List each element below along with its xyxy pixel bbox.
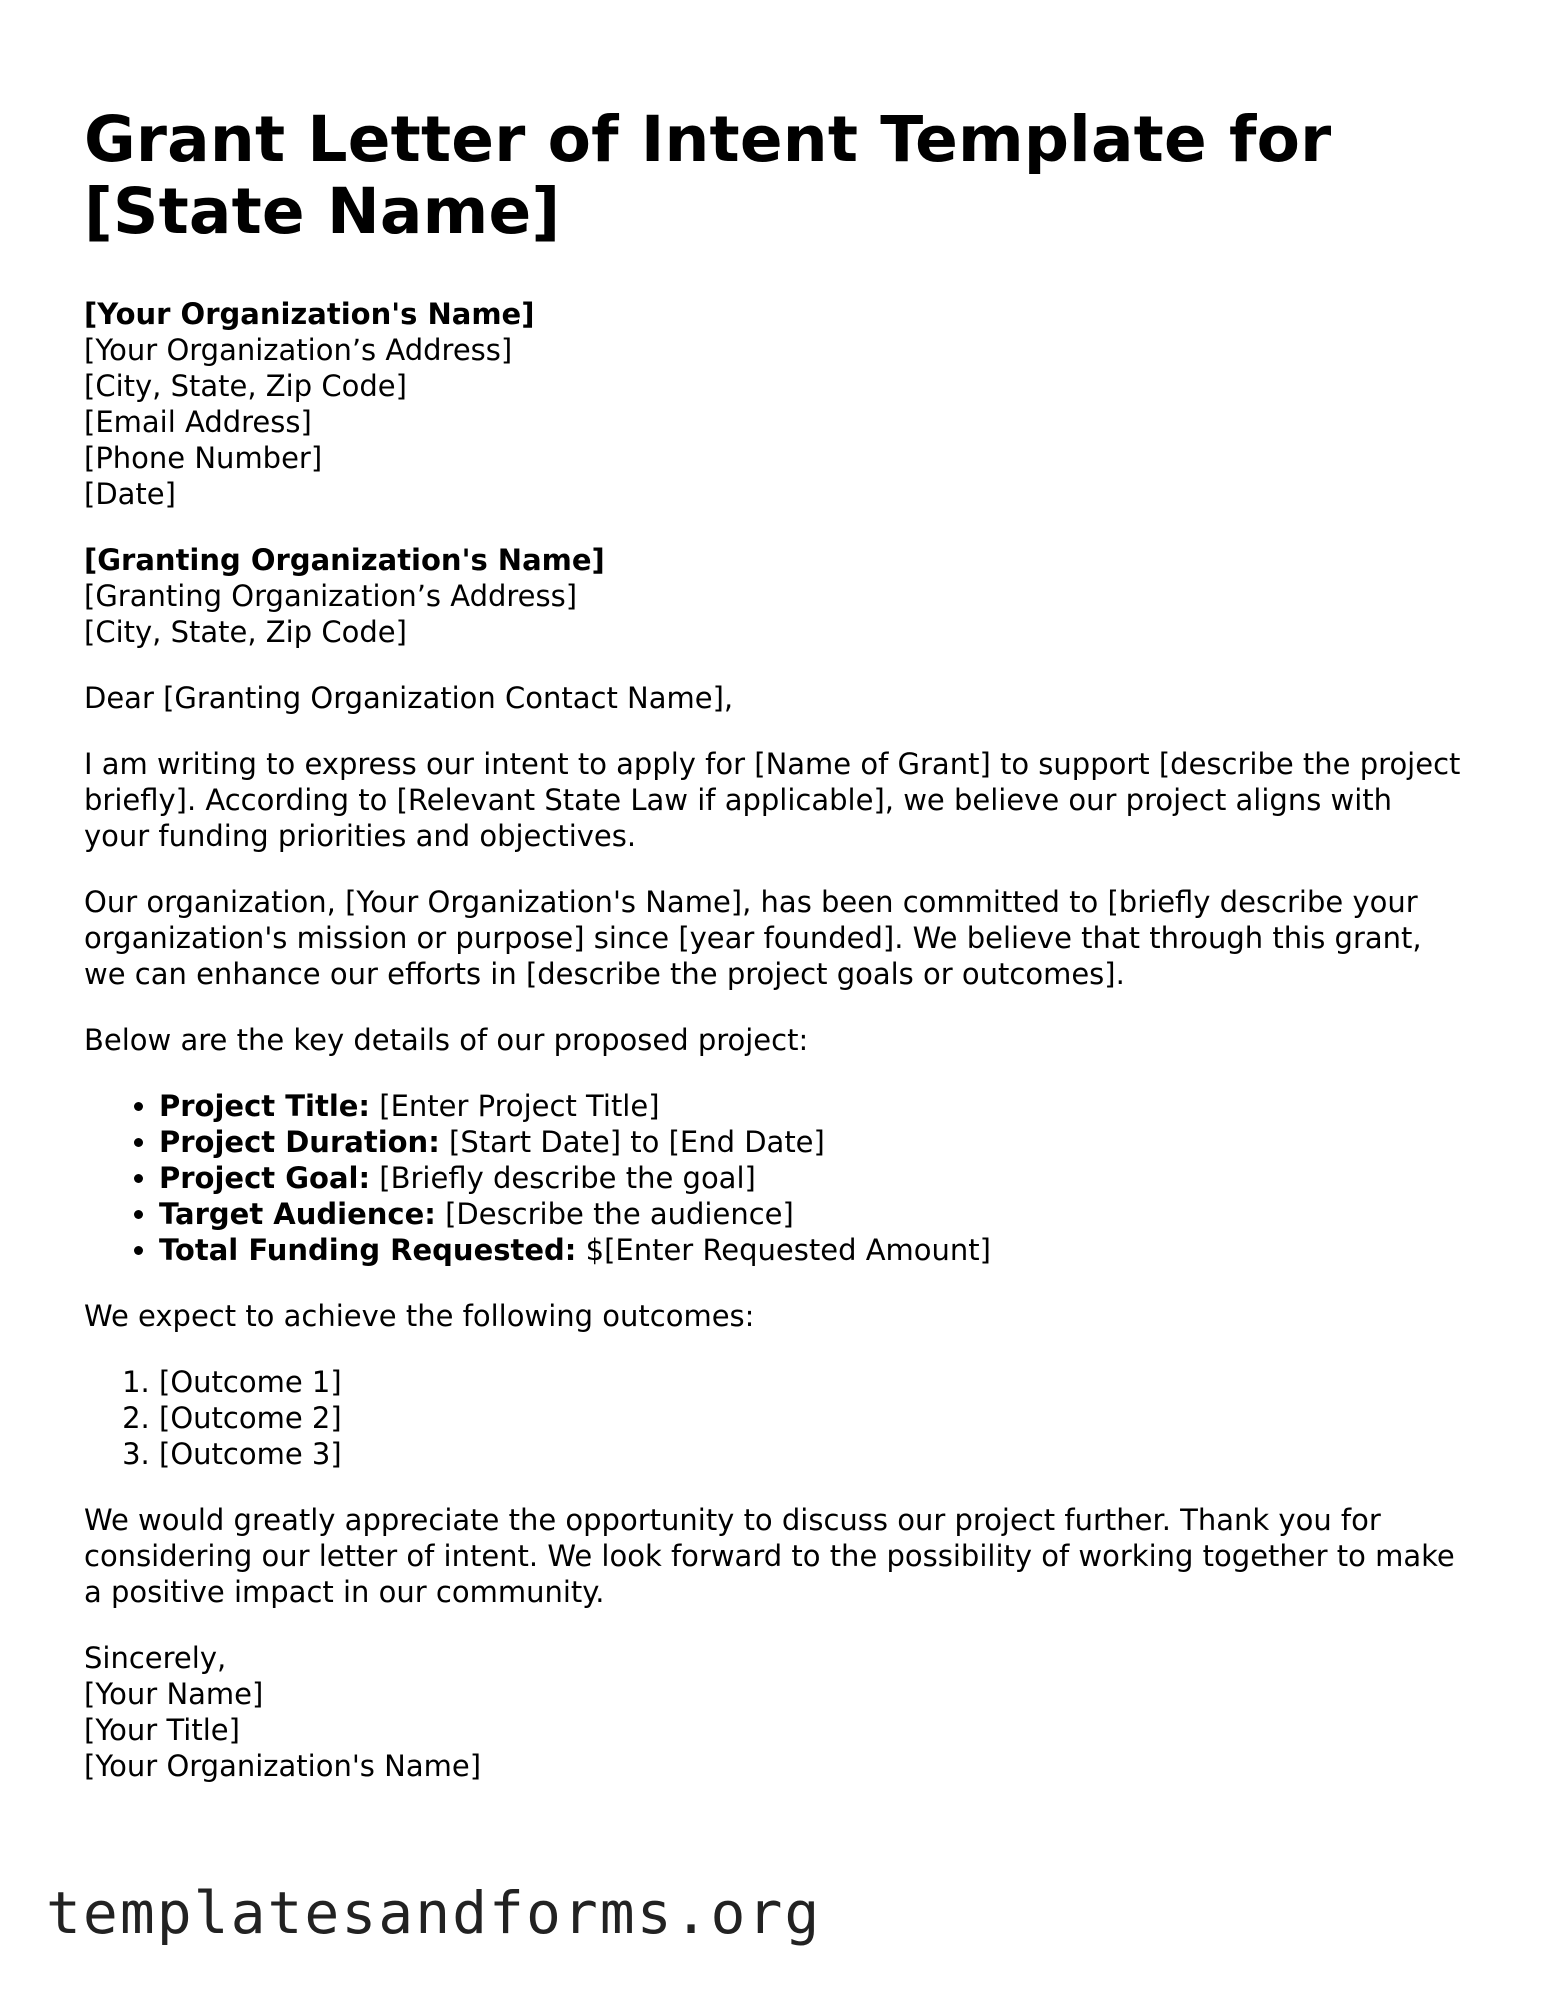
list-item [159, 1160, 1464, 1196]
detail-value: [Briefly describe the goal] [370, 1161, 756, 1195]
details-intro: Below are the key details of our proposed project: [84, 1023, 809, 1057]
outcomes-list [84, 1364, 1464, 1472]
sender-email: [Email Address] [84, 405, 312, 439]
letter-date: [Date] [84, 477, 176, 511]
signature-name: [Your Name] [84, 1677, 264, 1711]
recipient-address: [Granting Organization’s Address] [84, 579, 578, 613]
site-watermark: templatesandforms.org [46, 1879, 822, 1947]
list-item: 3. [Outcome 3] [159, 1436, 1464, 1472]
list-item [159, 1232, 1464, 1268]
list-item [159, 1088, 1464, 1124]
list-item: 1. [Outcome 1] [159, 1364, 1464, 1400]
sender-address: [Your Organization’s Address] [84, 333, 513, 367]
detail-label: Total Funding Requested: [159, 1233, 577, 1267]
signature-title: [Your Title] [84, 1713, 240, 1747]
detail-value: [Describe the audience] [435, 1197, 794, 1231]
outcomes-section [84, 1298, 1464, 1334]
signature-closing: Sincerely, [84, 1641, 227, 1675]
letter-document [84, 104, 1464, 1784]
list-item: 2. [Outcome 2] [159, 1400, 1464, 1436]
detail-label: Project Title: [159, 1089, 371, 1123]
project-details-list [84, 1088, 1464, 1268]
detail-label: Project Goal: [159, 1161, 371, 1195]
signature-organization: [Your Organization's Name] [84, 1749, 482, 1783]
organization-paragraph: Our organization, [Your Organization's Name], has been committed to [briefly describe your organization's mission or purpose] since [year founded]. We believe that through this grant, we can enhance our efforts in [describe the project goals or outcomes]. [84, 885, 1422, 991]
sender-name: [Your Organization's Name] [84, 297, 535, 331]
title-line-2: [State Name] [84, 175, 561, 248]
title-line-1: Grant Letter of Intent Template for [84, 103, 1332, 176]
sender-city-state-zip: [City, State, Zip Code] [84, 369, 407, 403]
detail-label: Target Audience: [159, 1197, 436, 1231]
intro-paragraph: I am writing to express our intent to apply for [Name of Grant] to support [describe the project briefly]. According to [Relevant State Law if applicable], we believe our project aligns with your funding priorities and objectives. [84, 747, 1461, 853]
closing-paragraph: We would greatly appreciate the opportunity to discuss our project further. Thank you for considering our letter of intent. We look forward to the possibility of working together to make a positive impact in our community. [84, 1503, 1455, 1609]
letter-body [84, 680, 1464, 1058]
recipient-block [84, 542, 1464, 650]
outcomes-intro: We expect to achieve the following outcomes: [84, 1299, 755, 1333]
salutation: Dear [Granting Organization Contact Name], [84, 681, 734, 715]
recipient-name: [Granting Organization's Name] [84, 543, 605, 577]
page-title [84, 104, 1464, 248]
list-item [159, 1196, 1464, 1232]
detail-label: Project Duration: [159, 1125, 440, 1159]
signature-block [84, 1640, 1464, 1784]
closing-section [84, 1502, 1464, 1610]
sender-block [84, 296, 1464, 512]
detail-value: [Start Date] to [End Date] [439, 1125, 825, 1159]
recipient-city-state-zip: [City, State, Zip Code] [84, 615, 407, 649]
sender-phone: [Phone Number] [84, 441, 323, 475]
detail-value: [Enter Project Title] [370, 1089, 660, 1123]
detail-value: $[Enter Requested Amount] [576, 1233, 991, 1267]
list-item [159, 1124, 1464, 1160]
